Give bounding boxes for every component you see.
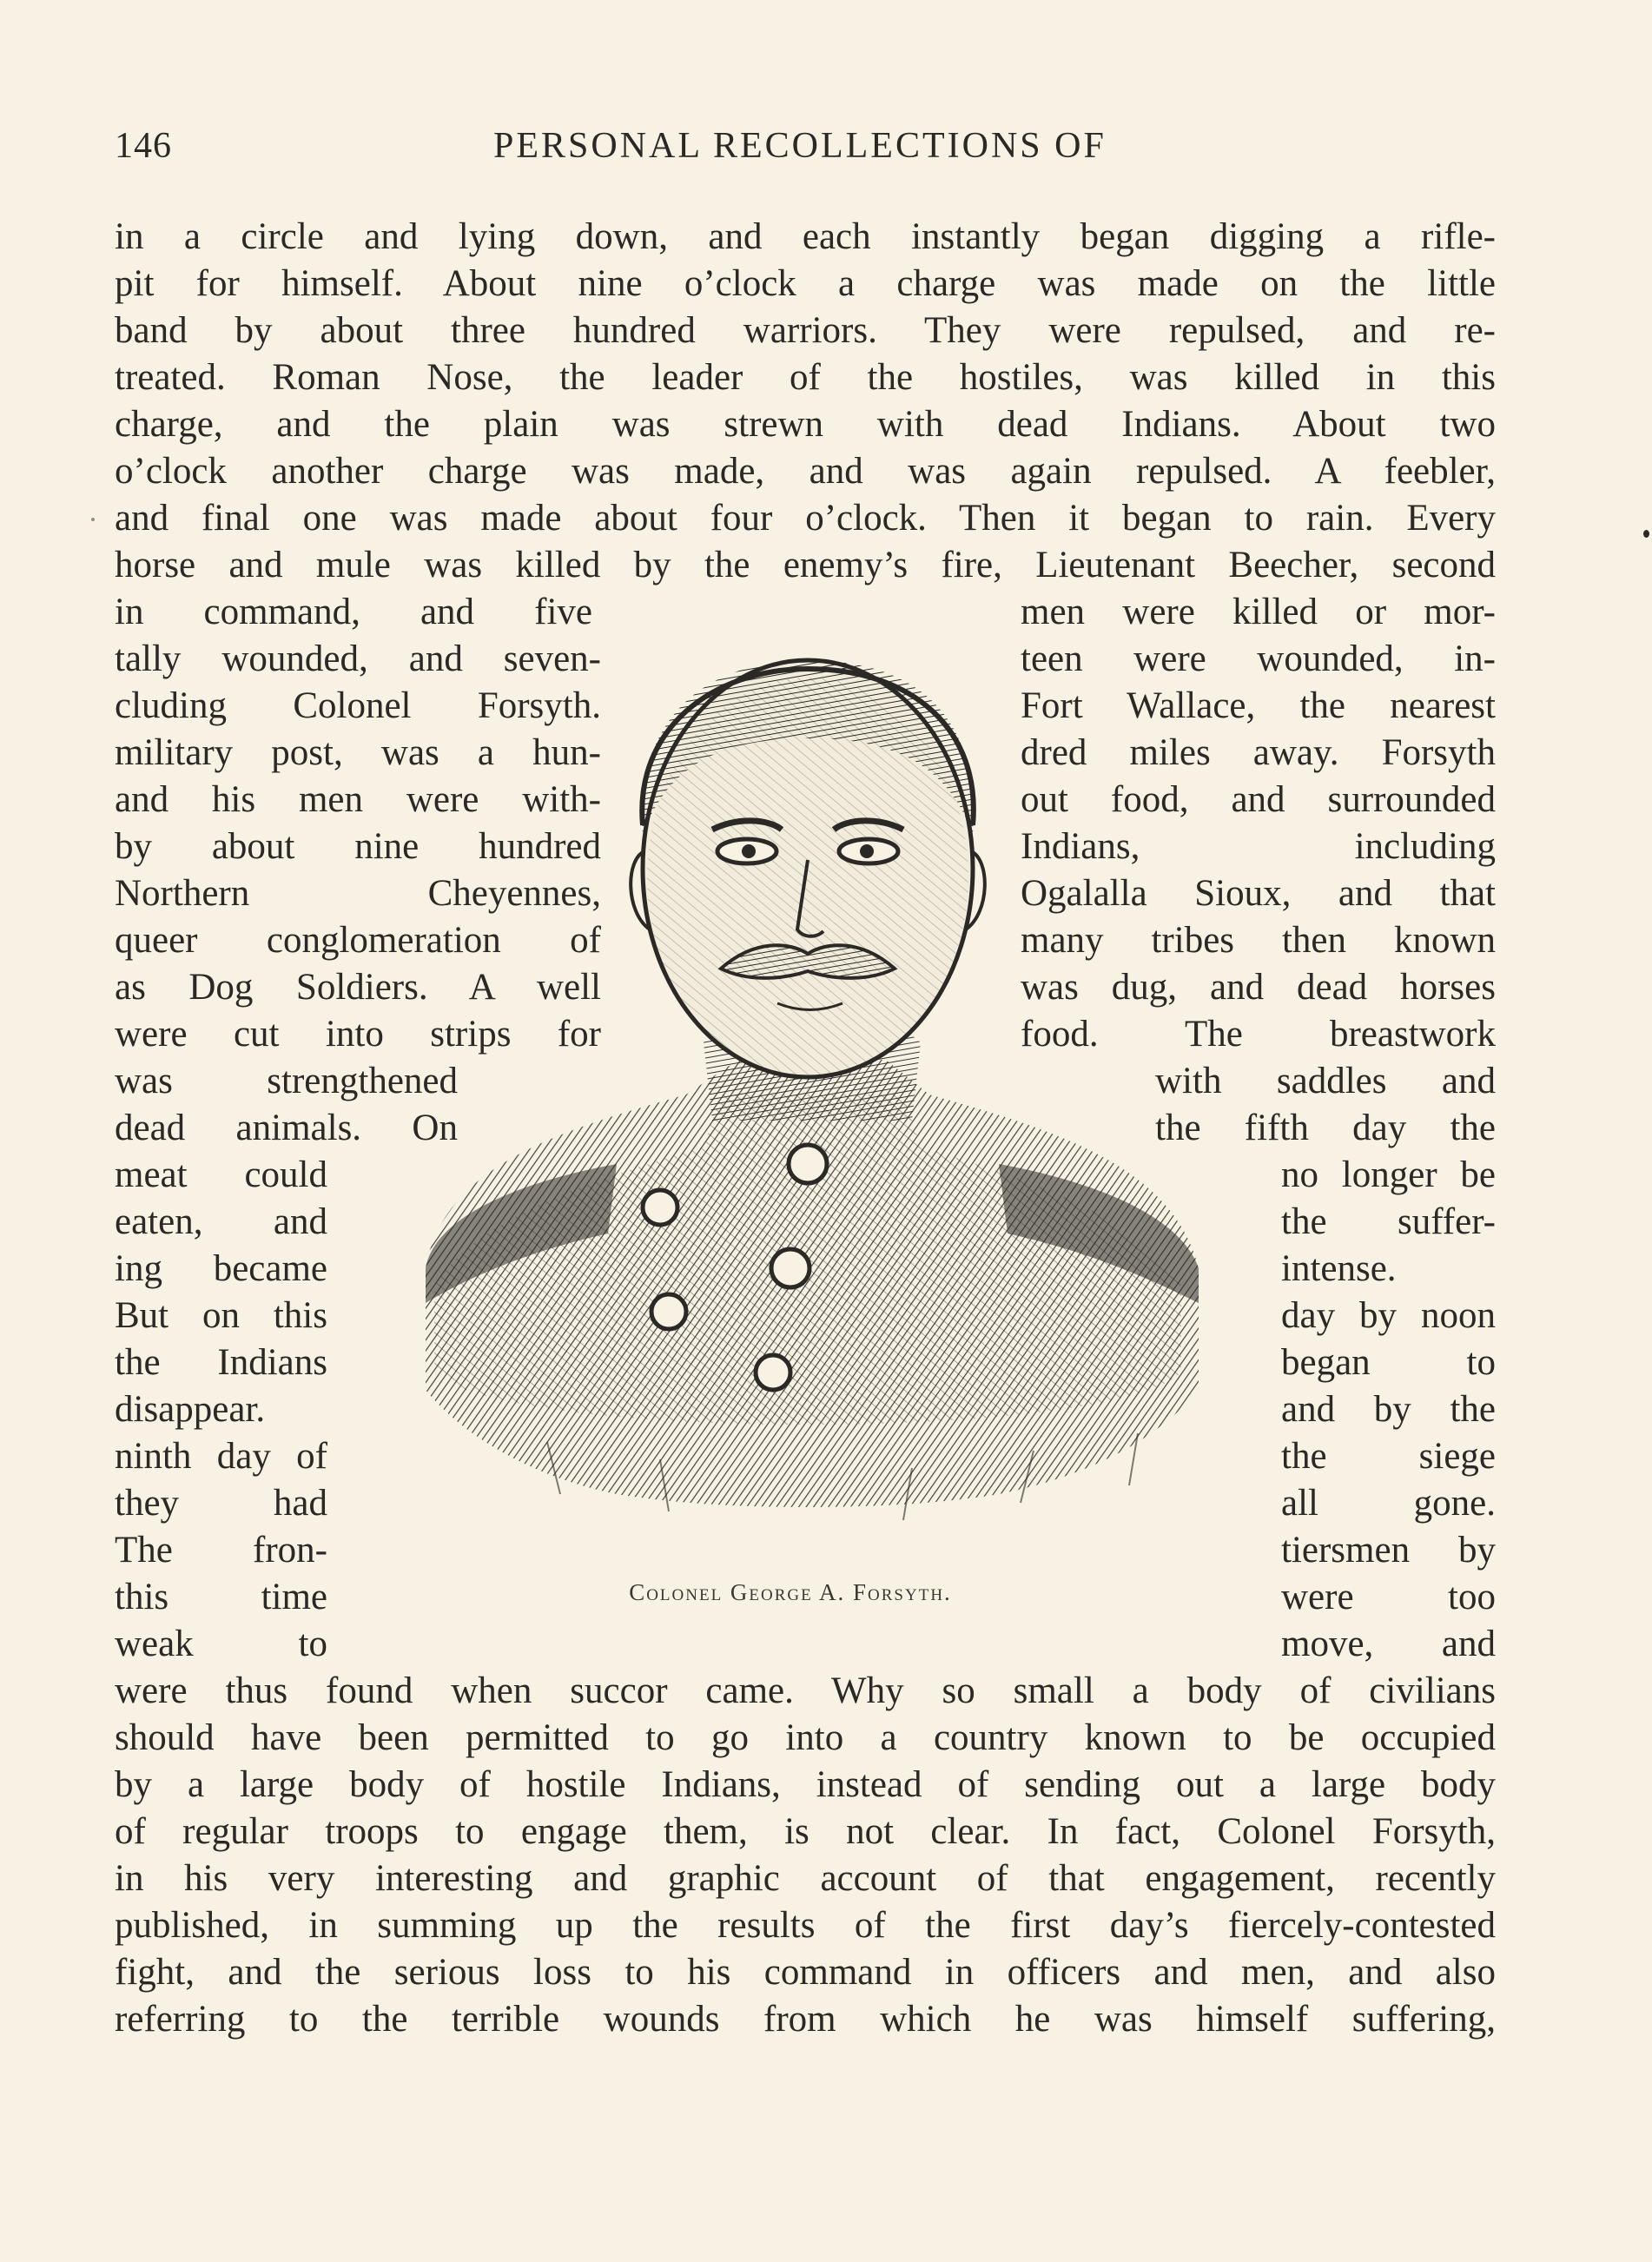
- text-line: treated. Roman Nose, the leader of the hostiles, was killed in this: [115, 357, 1496, 398]
- left-column-line: and his men were with-: [115, 779, 601, 820]
- left-column-line: dead animals. On: [115, 1108, 458, 1148]
- left-column-line: military post, was a hun-: [115, 732, 601, 773]
- right-column-line: out food, and surrounded: [1021, 779, 1496, 820]
- left-column-line: tally wounded, and seven-: [115, 638, 601, 679]
- text-line: in a circle and lying down, and each instantly began digging a rifle-: [115, 216, 1496, 257]
- left-column-line: queer conglomeration of: [115, 920, 601, 961]
- left-column-line: the Indians: [115, 1342, 327, 1383]
- right-column-line: men were killed or mor-: [1021, 592, 1496, 632]
- text-line: horse and mule was killed by the enemy’s fire, Lieutenant Beecher, second: [115, 545, 1496, 585]
- left-column-line: ninth day of: [115, 1436, 327, 1477]
- right-column-line: the fifth day the: [1155, 1108, 1496, 1148]
- right-column-line: the siege: [1281, 1436, 1496, 1477]
- right-column-line: move, and: [1281, 1624, 1496, 1664]
- right-column-line: day by noon: [1281, 1295, 1496, 1336]
- left-column-line: was strengthened: [115, 1061, 458, 1101]
- left-column-line: The fron-: [115, 1530, 327, 1571]
- figure-caption: Colonel George A. Forsyth.: [629, 1579, 952, 1605]
- left-column-line: Northern Cheyennes,: [115, 873, 601, 914]
- left-column-line: But on this: [115, 1295, 327, 1336]
- text-line: were thus found when succor came. Why so small a body of civilians: [115, 1670, 1496, 1711]
- left-column-line: were cut into strips for: [115, 1014, 601, 1055]
- print-speck: [91, 518, 95, 521]
- text-line: band by about three hundred warriors. They were repulsed, and re-: [115, 310, 1496, 351]
- left-column-line: eaten, and: [115, 1201, 327, 1242]
- left-column-line: meat could: [115, 1154, 327, 1195]
- text-line: published, in summing up the results of the first day’s fiercely-contested: [115, 1905, 1496, 1946]
- left-column-line: in command, and five: [115, 592, 592, 632]
- left-column-line: this time: [115, 1577, 327, 1617]
- right-column-line: Indians, including: [1021, 826, 1496, 867]
- text-line: o’clock another charge was made, and was again repulsed. A feebler,: [115, 451, 1496, 492]
- page-number: 146: [115, 126, 172, 166]
- text-line: charge, and the plain was strewn with dead Indians. About two: [115, 404, 1496, 445]
- right-column-line: Fort Wallace, the nearest: [1021, 685, 1496, 726]
- text-line: fight, and the serious loss to his command in officers and men, and also: [115, 1952, 1496, 1993]
- left-column-line: they had: [115, 1483, 327, 1524]
- text-line: pit for himself. About nine o’clock a charge was made on the little: [115, 263, 1496, 304]
- portrait-engraving: [373, 608, 1242, 1581]
- right-column-line: teen were wounded, in-: [1021, 638, 1496, 679]
- right-column-line: many tribes then known: [1021, 920, 1496, 961]
- right-column-line: all gone.: [1281, 1483, 1496, 1524]
- text-line: and final one was made about four o’clock. Then it began to rain. Every: [115, 498, 1496, 539]
- right-column-line: were too: [1281, 1577, 1496, 1617]
- right-column-line: began to: [1281, 1342, 1496, 1383]
- right-column-line: dred miles away. Forsyth: [1021, 732, 1496, 773]
- right-column-line: was dug, and dead horses: [1021, 967, 1496, 1008]
- text-line: of regular troops to engage them, is not clear. In fact, Colonel Forsyth,: [115, 1811, 1496, 1852]
- right-column-line: tiersmen by: [1281, 1530, 1496, 1571]
- right-column-line: with saddles and: [1155, 1061, 1496, 1101]
- left-column-line: weak to: [115, 1624, 327, 1664]
- print-speck: [1643, 530, 1649, 538]
- text-line: by a large body of hostile Indians, instead of sending out a large body: [115, 1764, 1496, 1805]
- right-column-line: food. The breastwork: [1021, 1014, 1496, 1055]
- left-column-line: cluding Colonel Forsyth.: [115, 685, 601, 726]
- right-column-line: and by the: [1281, 1389, 1496, 1430]
- right-column-line: Ogalalla Sioux, and that: [1021, 873, 1496, 914]
- right-column-line: intense.: [1281, 1248, 1397, 1289]
- left-column-line: by about nine hundred: [115, 826, 601, 867]
- right-column-line: no longer be: [1281, 1154, 1496, 1195]
- left-column-line: disappear.: [115, 1389, 266, 1430]
- right-column-line: the suffer-: [1281, 1201, 1496, 1242]
- text-line: should have been permitted to go into a country known to be occupied: [115, 1717, 1496, 1758]
- running-head: PERSONAL RECOLLECTIONS OF: [493, 126, 1107, 166]
- text-line: referring to the terrible wounds from which he was himself suffering,: [115, 1999, 1496, 2040]
- left-column-line: ing became: [115, 1248, 327, 1289]
- text-line: in his very interesting and graphic account of that engagement, recently: [115, 1858, 1496, 1899]
- left-column-line: as Dog Soldiers. A well: [115, 967, 601, 1008]
